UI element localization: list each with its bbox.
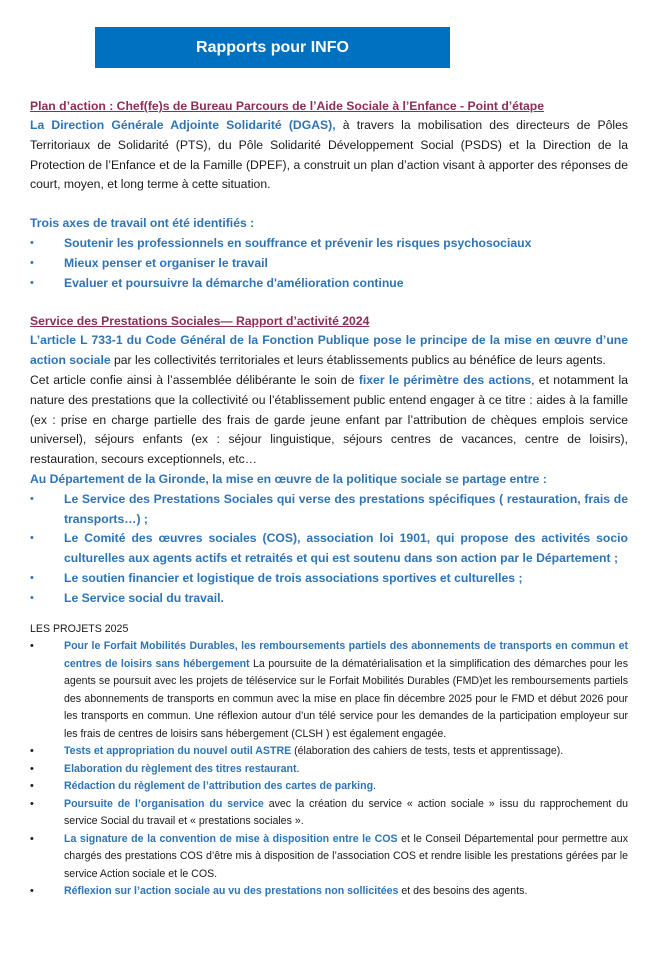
bullet-icon: • <box>30 532 34 545</box>
list-item: • Soutenir les professionnels en souffrance et prévenir les risques psychosociaux <box>30 234 628 254</box>
axes-list <box>30 234 628 293</box>
bullet-icon: • <box>30 832 34 845</box>
section-heading-plan-action: Plan d’action : Chef(fe)s de Bureau Parcours de l’Aide Sociale à l’Enfance - Point d’étape <box>30 99 545 113</box>
axes-title: Trois axes de travail ont été identifiés : <box>30 216 255 231</box>
document-body <box>30 97 628 901</box>
list-item: • Réflexion sur l’action sociale au vu des prestations non sollicitées et des besoins des agents. <box>30 883 628 901</box>
section1-intro-bold: La Direction Générale Adjointe Solidarité (DGAS), <box>30 118 336 132</box>
list-item: • La signature de la convention de mise à disposition entre le COS et le Conseil Départemental pour permettre aux chargés des prestations COS d’être mis à disposition de l’association COS et rendre lisible les prestations gérées par le service Action sociale et le COS. <box>30 832 629 880</box>
list-item: • Rédaction du règlement de l’attribution des cartes de parking. <box>30 778 628 796</box>
bullet-icon: • <box>30 640 34 653</box>
bullet-icon: • <box>30 780 34 793</box>
section1-intro-text: à travers la mobilisation des directeurs de Pôles Territoriaux de Solidarité (PTS), du Pôle Solidarité Développement Social (PSDS) et la Direction de la Protection de l’Enfance et de la Famille (DPEF), a construit un plan d’action visant à apporter des réponses de court, moyen, et long terme à cette situation. <box>30 118 628 192</box>
bullet-icon: • <box>30 256 34 269</box>
list-item: • Le soutien financier et logistique de trois associations sportives et culturelles ; <box>30 569 628 589</box>
section2-p1: L’article L 733-1 du Code Général de la Fonction Publique pose le principe de la mise en œuvre d’une action sociale par les collectivités territoriales et leurs établissements publics au bénéfice de leurs agents. <box>30 333 628 368</box>
bullet-icon: • <box>30 745 34 758</box>
list-item: • Elaboration du règlement des titres restaurant. <box>30 761 628 779</box>
list-item: • Le Service social du travail. <box>30 589 628 609</box>
bullet-icon: • <box>30 591 34 604</box>
bullet-icon: • <box>30 797 34 810</box>
projets-section <box>30 621 628 901</box>
page-banner <box>95 27 450 68</box>
list-item: • Le Comité des œuvres sociales (COS), association loi 1901, qui propose des activités socio culturelles aux agents actifs et retraités et qui est soutenu dans son action par le Département ; <box>30 531 628 566</box>
bullet-icon: • <box>30 762 34 775</box>
projets-list <box>30 638 628 901</box>
section2-p2: Cet article confie ainsi à l’assemblée délibérante le soin de fixer le périmètre des actions, et notamment la nature des prestations que la collectivité ou l’établissement public entend engager à ce titre : aides à la famille (ex : prise en charge partielle des frais de garde jeune enfant par l’attribution de chèques emplois service universel), séjours enfants (ex : séjour linguistique, séjours centres de vacances, centre de loisirs), restauration, secours exceptionnels, etc… <box>30 372 629 467</box>
list-item: • Pour le Forfait Mobilités Durables, les remboursements partiels des abonnements de transports en commun et centres de loisirs sans hébergement La poursuite de la dématérialisation et la simplification des démarches pour les agents se poursuit avec les projets de téléservice sur le Forfait Mobilités Durables (FMD)et les remboursements partiels des abonnements de transports en commun avec la mise en place fin décembre 2025 pour le FMD et début 2026 pour les transports en commun. Une réflexion autour d’un télé service pour les demandes de la participation employeur sur les frais de centres de loisirs sans hébergement (CLSH ) est également engagée. <box>30 640 629 740</box>
list-item: • Poursuite de l’organisation du service avec la création du service « action sociale » issu du rapprochement du service Social du travail et « prestations sociales ». <box>30 797 628 828</box>
partage-list <box>30 490 628 609</box>
section1-intro <box>30 116 628 195</box>
list-item: • Mieux penser et organiser le travail <box>30 254 628 274</box>
banner-title: Rapports pour INFO <box>196 38 349 56</box>
list-item: • Le Service des Prestations Sociales qui verse des prestations spécifiques ( restauration, frais de transports…) ; <box>30 491 628 526</box>
bullet-icon: • <box>30 276 34 289</box>
list-item: • Tests et appropriation du nouvel outil ASTRE (élaboration des cahiers de tests, tests et apprentissage). <box>30 743 628 761</box>
projets-title: LES PROJETS 2025 <box>30 622 129 635</box>
bullet-icon: • <box>30 236 34 249</box>
bullet-icon: • <box>30 885 34 898</box>
bullet-icon: • <box>30 492 34 505</box>
section-heading-prestations-sociales: Service des Prestations Sociales— Rapport d’activité 2024 <box>30 314 370 329</box>
list-item: • Evaluer et poursuivre la démarche d'amélioration continue <box>30 274 628 294</box>
partage-title: Au Département de la Gironde, la mise en œuvre de la politique sociale se partage entre : <box>30 471 547 486</box>
bullet-icon: • <box>30 571 34 584</box>
